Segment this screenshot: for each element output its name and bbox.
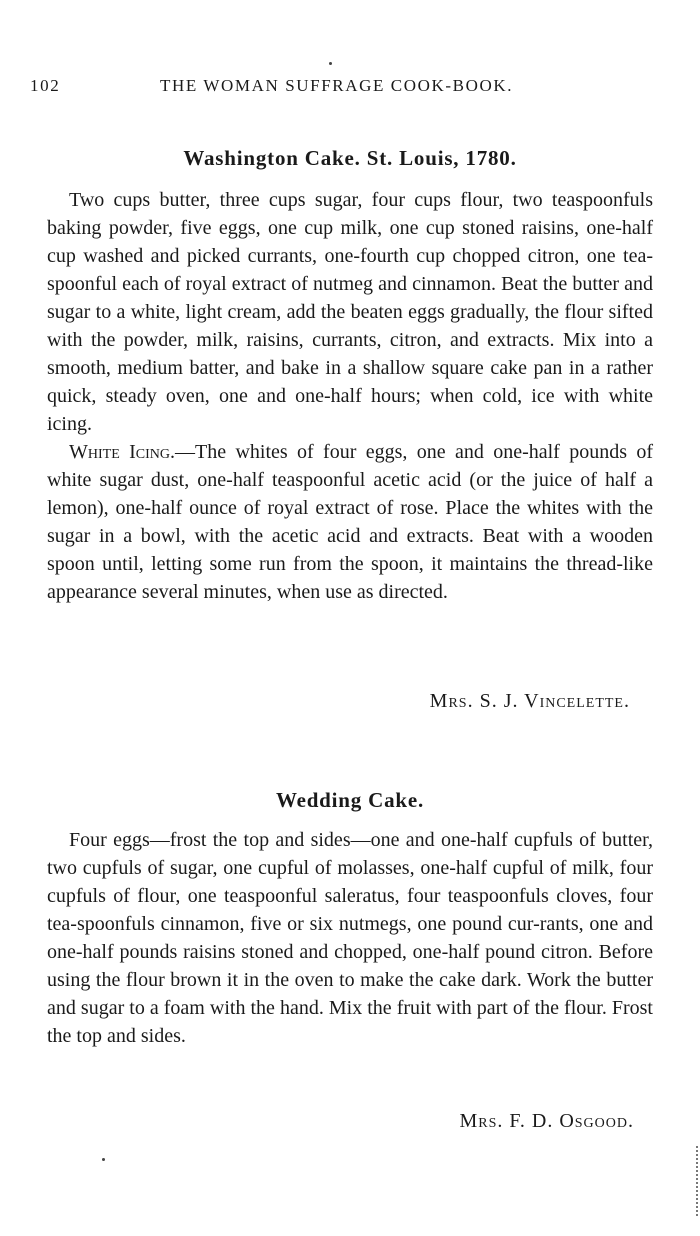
author-signature-vincelette: Mrs. S. J. Vincelette.	[429, 690, 630, 712]
recipe-body-washington-cake	[47, 186, 653, 606]
recipe-paragraph: Four eggs—frost the top and sides—one and one-half cupfuls of butter, two cupfuls of sugar, one cupful of molasses, one-half cupful of milk, four cupfuls of flour, one teaspoonful saleratus, four teaspoonfuls cloves, four tea-spoonfuls cinnamon, five or six nutmegs, one pound cur-rants, one and one-half pounds raisins stoned and chopped, one-half pound citron. Before using the flour brown it in the oven to make the cake dark. Work the butter and sugar to a foam with the hand. Mix the fruit with part of the flour. Frost the top and sides.	[47, 829, 653, 1047]
icing-label: White Icing.	[69, 441, 175, 463]
recipe-paragraph: Two cups butter, three cups sugar, four cups flour, two teaspoonfuls baking powder, five eggs, one cup milk, one cup stoned raisins, one-half cup washed and picked currants, one-fourth cup chopped citron, one tea-spoonful each of royal extract of nutmeg and cinnamon. Beat the butter and sugar to a white, light cream, add the beaten eggs gradually, the flour sifted with the powder, milk, raisins, currants, citron, and extracts. Mix into a smooth, medium batter, and bake in a shallow square cake pan in a rather quick, steady oven, one and one-half hours; when cold, ice with white icing.	[47, 189, 653, 435]
icing-paragraph	[47, 438, 653, 606]
print-speck	[102, 1158, 105, 1161]
recipe-title-wedding-cake: Wedding Cake.	[275, 788, 425, 812]
page-edge-mark	[684, 1146, 698, 1216]
page-number: 102	[30, 76, 61, 95]
recipe-body-wedding-cake	[47, 826, 653, 1050]
icing-text: —The whites of four eggs, one and one-half pounds of white sugar dust, one-half teaspoonful acetic acid (or the juice of half a lemon), one-half ounce of royal extract of rose. Place the whites with the sugar in a bowl, with the acetic acid and extracts. Beat with a wooden spoon until, letting some run from the spoon, it maintains the thread-like appearance several minutes, when use as directed.	[47, 441, 653, 603]
recipe-title-washington-cake: Washington Cake. St. Louis, 1780.	[183, 146, 517, 170]
author-signature-osgood: Mrs. F. D. Osgood.	[459, 1110, 634, 1132]
print-speck	[329, 62, 332, 65]
book-title: THE WOMAN SUFFRAGE COOK-BOOK.	[160, 76, 514, 95]
